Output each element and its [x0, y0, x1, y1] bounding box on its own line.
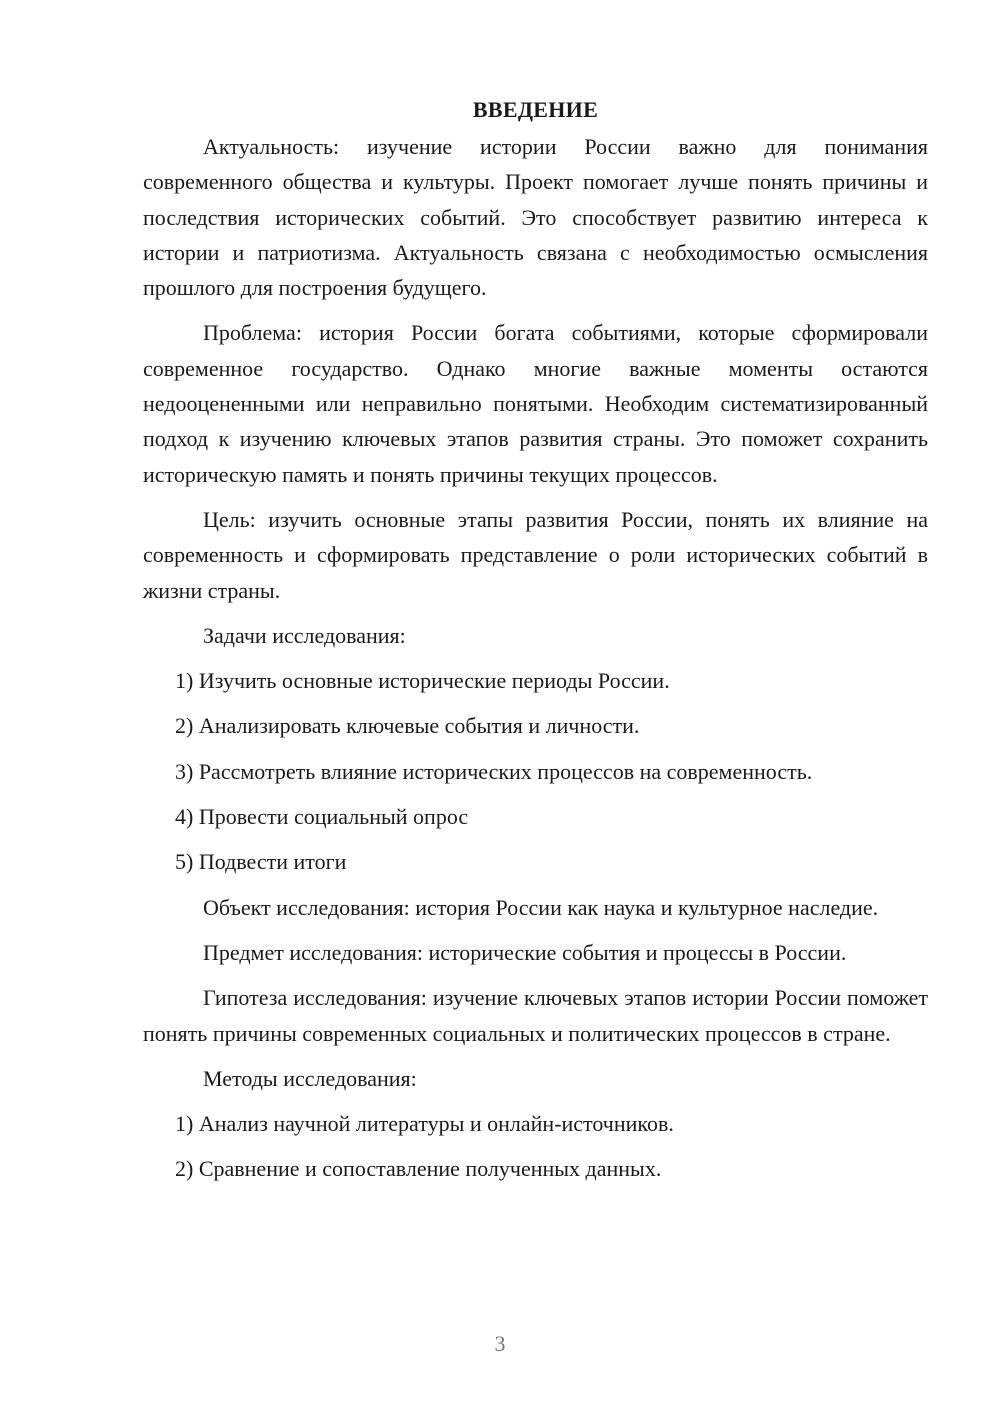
problem-paragraph: Проблема: история России богата событиями, которые сформировали современное государство. Однако многие важные моменты остаются недооцененными или неправильно понятыми. Необходим систематизированный подход к изучению ключевых этапов развития страны. Это поможет сохранить историческую память и понять причины текущих процессов. [143, 320, 928, 487]
methods-heading: Методы исследования: [203, 1065, 417, 1091]
hypothesis-paragraph: Гипотеза исследования: изучение ключевых этапов истории России поможет понять причины современных социальных и политических процессов в стране. [143, 985, 928, 1046]
page-number: 3 [494, 1331, 506, 1356]
page-title: ВВЕДЕНИЕ [472, 97, 599, 122]
object-paragraph: Объект исследования: история России как наука и культурное наследие. [203, 894, 879, 920]
task-item-3: 3) Рассмотреть влияние исторических процессов на современность. [175, 758, 813, 784]
tasks-heading: Задачи исследования: [203, 622, 406, 648]
document-page [143, 92, 928, 1197]
goal-paragraph: Цель: изучить основные этапы развития России, понять их влияние на современность и сформировать представление о роли исторических событий в жизни страны. [143, 506, 928, 603]
method-item-1: 1) Анализ научной литературы и онлайн-источников. [175, 1111, 674, 1137]
relevance-paragraph: Актуальность: изучение истории России важно для понимания современного общества и культуры. Проект помогает лучше понять причины и последствия исторических событий. Это способствует развитию интереса к истории и патриотизма. Актуальность связана с необходимостью осмысления прошлого для построения будущего. [143, 134, 928, 301]
task-item-2: 2) Анализировать ключевые события и личности. [175, 713, 640, 739]
task-item-5: 5) Подвести итоги [175, 849, 347, 875]
method-item-2: 2) Сравнение и сопоставление полученных данных. [175, 1156, 662, 1182]
task-item-1: 1) Изучить основные исторические периоды России. [175, 668, 670, 694]
task-item-4: 4) Провести социальный опрос [175, 804, 469, 830]
subject-paragraph: Предмет исследования: исторические события и процессы в России. [203, 939, 847, 965]
